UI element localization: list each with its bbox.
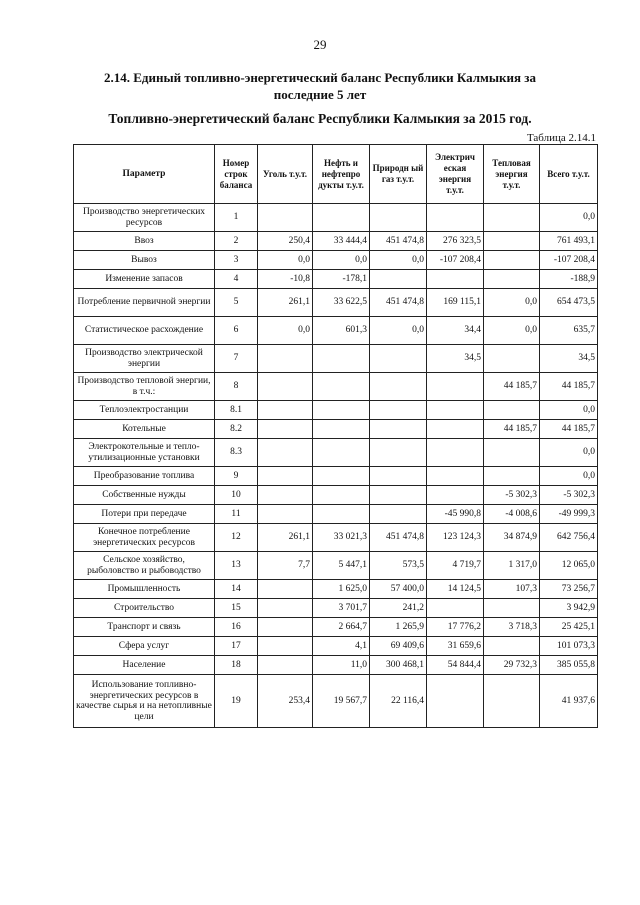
cell-heat: 29 732,3	[484, 656, 540, 675]
cell-electricity: 123 124,3	[427, 524, 484, 552]
cell-heat	[484, 467, 540, 486]
cell-total: 34,5	[540, 345, 598, 373]
cell-oil: 1 625,0	[313, 580, 370, 599]
table-row	[74, 232, 598, 251]
cell-row-number: 8.1	[215, 401, 258, 420]
cell-oil	[313, 204, 370, 232]
cell-heat	[484, 637, 540, 656]
cell-oil: 11,0	[313, 656, 370, 675]
cell-coal: 0,0	[258, 251, 313, 270]
table-row	[74, 675, 598, 728]
cell-param: Население	[74, 656, 215, 675]
cell-total: 654 473,5	[540, 289, 598, 317]
table-row	[74, 467, 598, 486]
cell-electricity: 14 124,5	[427, 580, 484, 599]
cell-param: Производство электрической энергии	[74, 345, 215, 373]
table-row	[74, 373, 598, 401]
table-row	[74, 204, 598, 232]
cell-gas: 1 265,9	[370, 618, 427, 637]
header-total: Всего т.у.т.	[540, 145, 598, 204]
cell-gas	[370, 439, 427, 467]
cell-row-number: 1	[215, 204, 258, 232]
cell-coal: 250,4	[258, 232, 313, 251]
cell-row-number: 13	[215, 552, 258, 580]
cell-electricity: 54 844,4	[427, 656, 484, 675]
cell-gas: 22 116,4	[370, 675, 427, 728]
cell-heat	[484, 251, 540, 270]
cell-total: 3 942,9	[540, 599, 598, 618]
cell-total: 44 185,7	[540, 420, 598, 439]
cell-row-number: 9	[215, 467, 258, 486]
cell-gas: 69 409,6	[370, 637, 427, 656]
table-body	[74, 204, 598, 728]
cell-gas: 0,0	[370, 317, 427, 345]
cell-row-number: 6	[215, 317, 258, 345]
table-row	[74, 486, 598, 505]
cell-oil: -178,1	[313, 270, 370, 289]
header-row-number: Номер строк баланса	[215, 145, 258, 204]
table-row	[74, 580, 598, 599]
cell-coal	[258, 345, 313, 373]
header-parameter: Параметр	[74, 145, 215, 204]
cell-electricity: 4 719,7	[427, 552, 484, 580]
cell-oil: 0,0	[313, 251, 370, 270]
table-row	[74, 439, 598, 467]
cell-param: Ввоз	[74, 232, 215, 251]
cell-total: -188,9	[540, 270, 598, 289]
cell-electricity	[427, 439, 484, 467]
cell-total: 41 937,6	[540, 675, 598, 728]
header-oil: Нефть и нефтепро дукты т.у.т.	[313, 145, 370, 204]
cell-coal	[258, 401, 313, 420]
cell-param: Вывоз	[74, 251, 215, 270]
cell-gas	[370, 486, 427, 505]
cell-electricity	[427, 467, 484, 486]
page-number: 29	[313, 37, 327, 52]
cell-row-number: 8.3	[215, 439, 258, 467]
cell-heat	[484, 401, 540, 420]
cell-heat	[484, 270, 540, 289]
cell-row-number: 4	[215, 270, 258, 289]
cell-param: Строительство	[74, 599, 215, 618]
cell-gas	[370, 373, 427, 401]
cell-gas: 451 474,8	[370, 289, 427, 317]
cell-param: Производство тепловой энергии, в т.ч.:	[74, 373, 215, 401]
cell-coal	[258, 656, 313, 675]
cell-row-number: 11	[215, 505, 258, 524]
header-gas: Природн ый газ т.у.т.	[370, 145, 427, 204]
cell-coal: 261,1	[258, 524, 313, 552]
cell-coal	[258, 204, 313, 232]
cell-row-number: 3	[215, 251, 258, 270]
cell-row-number: 19	[215, 675, 258, 728]
cell-oil: 33 622,5	[313, 289, 370, 317]
table-row	[74, 251, 598, 270]
cell-param: Изменение запасов	[74, 270, 215, 289]
cell-total: 12 065,0	[540, 552, 598, 580]
cell-electricity: 31 659,6	[427, 637, 484, 656]
table-row	[74, 270, 598, 289]
table-row	[74, 317, 598, 345]
header-electricity: Электрич еская энергия т.у.т.	[427, 145, 484, 204]
cell-electricity: 34,4	[427, 317, 484, 345]
table-row	[74, 289, 598, 317]
cell-coal	[258, 373, 313, 401]
cell-electricity	[427, 373, 484, 401]
cell-param: Сельское хозяйство, рыболовство и рыбоводство	[74, 552, 215, 580]
cell-total: 44 185,7	[540, 373, 598, 401]
table-row	[74, 401, 598, 420]
cell-param: Электрокотельные и тепло-утилизационные установки	[74, 439, 215, 467]
cell-oil	[313, 401, 370, 420]
cell-coal	[258, 618, 313, 637]
cell-gas: 241,2	[370, 599, 427, 618]
cell-total: 0,0	[540, 204, 598, 232]
cell-heat: 0,0	[484, 289, 540, 317]
cell-oil: 601,3	[313, 317, 370, 345]
table-row	[74, 552, 598, 580]
energy-balance-table	[73, 144, 598, 728]
cell-coal	[258, 505, 313, 524]
cell-row-number: 17	[215, 637, 258, 656]
cell-gas: 57 400,0	[370, 580, 427, 599]
cell-coal	[258, 439, 313, 467]
cell-param: Использование топливно-энергетических ресурсов в качестве сырья и на нетопливные цели	[74, 675, 215, 728]
cell-heat: -5 302,3	[484, 486, 540, 505]
cell-row-number: 10	[215, 486, 258, 505]
cell-row-number: 14	[215, 580, 258, 599]
cell-coal: 0,0	[258, 317, 313, 345]
cell-gas: 451 474,8	[370, 232, 427, 251]
cell-param: Собственные нужды	[74, 486, 215, 505]
cell-gas: 300 468,1	[370, 656, 427, 675]
cell-total: 0,0	[540, 439, 598, 467]
cell-coal: 253,4	[258, 675, 313, 728]
cell-gas: 573,5	[370, 552, 427, 580]
cell-row-number: 5	[215, 289, 258, 317]
section-title: 2.14. Единый топливно-энергетический баланс Республики Калмыкия за последние 5 лет	[104, 70, 536, 102]
cell-oil: 19 567,7	[313, 675, 370, 728]
cell-heat	[484, 675, 540, 728]
cell-coal: -10,8	[258, 270, 313, 289]
cell-total: 101 073,3	[540, 637, 598, 656]
cell-electricity: -107 208,4	[427, 251, 484, 270]
cell-total: -49 999,3	[540, 505, 598, 524]
cell-param: Теплоэлектростанции	[74, 401, 215, 420]
cell-param: Преобразование топлива	[74, 467, 215, 486]
cell-gas	[370, 401, 427, 420]
cell-oil: 4,1	[313, 637, 370, 656]
cell-gas	[370, 467, 427, 486]
cell-param: Промышленность	[74, 580, 215, 599]
cell-row-number: 16	[215, 618, 258, 637]
cell-row-number: 7	[215, 345, 258, 373]
cell-electricity	[427, 270, 484, 289]
cell-oil	[313, 467, 370, 486]
cell-heat: 0,0	[484, 317, 540, 345]
cell-electricity	[427, 675, 484, 728]
table-row	[74, 637, 598, 656]
cell-coal: 261,1	[258, 289, 313, 317]
cell-row-number: 8.2	[215, 420, 258, 439]
cell-param: Сфера услуг	[74, 637, 215, 656]
cell-electricity	[427, 599, 484, 618]
table-row	[74, 420, 598, 439]
table-row	[74, 599, 598, 618]
cell-heat	[484, 232, 540, 251]
cell-coal: 7,7	[258, 552, 313, 580]
cell-row-number: 18	[215, 656, 258, 675]
cell-gas	[370, 345, 427, 373]
table-subtitle: Топливно-энергетический баланс Республики Калмыкия за 2015 год.	[108, 111, 532, 126]
table-row	[74, 345, 598, 373]
cell-heat: 107,3	[484, 580, 540, 599]
cell-oil: 33 444,4	[313, 232, 370, 251]
cell-oil	[313, 439, 370, 467]
cell-param: Транспорт и связь	[74, 618, 215, 637]
cell-electricity	[427, 204, 484, 232]
cell-coal	[258, 599, 313, 618]
cell-gas	[370, 270, 427, 289]
cell-heat: -4 008,6	[484, 505, 540, 524]
table-header-row	[74, 145, 598, 204]
cell-row-number: 2	[215, 232, 258, 251]
cell-total: 385 055,8	[540, 656, 598, 675]
cell-total: 761 493,1	[540, 232, 598, 251]
cell-coal	[258, 420, 313, 439]
cell-oil: 2 664,7	[313, 618, 370, 637]
table-row	[74, 656, 598, 675]
cell-oil: 3 701,7	[313, 599, 370, 618]
cell-row-number: 12	[215, 524, 258, 552]
table-label: Таблица 2.14.1	[526, 132, 596, 144]
cell-heat: 1 317,0	[484, 552, 540, 580]
cell-coal	[258, 580, 313, 599]
cell-gas	[370, 420, 427, 439]
cell-oil	[313, 505, 370, 524]
cell-row-number: 8	[215, 373, 258, 401]
cell-param: Производство энергетических ресурсов	[74, 204, 215, 232]
cell-total: 635,7	[540, 317, 598, 345]
cell-coal	[258, 637, 313, 656]
cell-heat	[484, 599, 540, 618]
cell-electricity	[427, 486, 484, 505]
cell-heat: 44 185,7	[484, 373, 540, 401]
cell-param: Потери при передаче	[74, 505, 215, 524]
cell-total: 0,0	[540, 401, 598, 420]
cell-oil	[313, 486, 370, 505]
cell-total: 642 756,4	[540, 524, 598, 552]
cell-heat: 44 185,7	[484, 420, 540, 439]
cell-gas: 451 474,8	[370, 524, 427, 552]
cell-param: Конечное потребление энергетических ресурсов	[74, 524, 215, 552]
header-heat: Тепловая энергия т.у.т.	[484, 145, 540, 204]
cell-gas	[370, 505, 427, 524]
cell-oil	[313, 420, 370, 439]
cell-heat: 34 874,9	[484, 524, 540, 552]
cell-total: -5 302,3	[540, 486, 598, 505]
cell-heat: 3 718,3	[484, 618, 540, 637]
cell-param: Статистическое расхождение	[74, 317, 215, 345]
cell-electricity	[427, 420, 484, 439]
cell-oil	[313, 373, 370, 401]
cell-heat	[484, 345, 540, 373]
cell-coal	[258, 486, 313, 505]
cell-gas	[370, 204, 427, 232]
cell-electricity	[427, 401, 484, 420]
header-coal: Уголь т.у.т.	[258, 145, 313, 204]
table-row	[74, 524, 598, 552]
cell-total: 25 425,1	[540, 618, 598, 637]
table-row	[74, 505, 598, 524]
cell-oil: 5 447,1	[313, 552, 370, 580]
cell-total: 73 256,7	[540, 580, 598, 599]
cell-electricity: 34,5	[427, 345, 484, 373]
cell-heat	[484, 204, 540, 232]
cell-param: Котельные	[74, 420, 215, 439]
cell-electricity: 276 323,5	[427, 232, 484, 251]
cell-total: 0,0	[540, 467, 598, 486]
cell-gas: 0,0	[370, 251, 427, 270]
cell-row-number: 15	[215, 599, 258, 618]
table-row	[74, 618, 598, 637]
cell-total: -107 208,4	[540, 251, 598, 270]
cell-electricity: -45 990,8	[427, 505, 484, 524]
cell-electricity: 169 115,1	[427, 289, 484, 317]
cell-oil	[313, 345, 370, 373]
cell-coal	[258, 467, 313, 486]
cell-electricity: 17 776,2	[427, 618, 484, 637]
cell-heat	[484, 439, 540, 467]
cell-param: Потребление первичной энергии	[74, 289, 215, 317]
cell-oil: 33 021,3	[313, 524, 370, 552]
